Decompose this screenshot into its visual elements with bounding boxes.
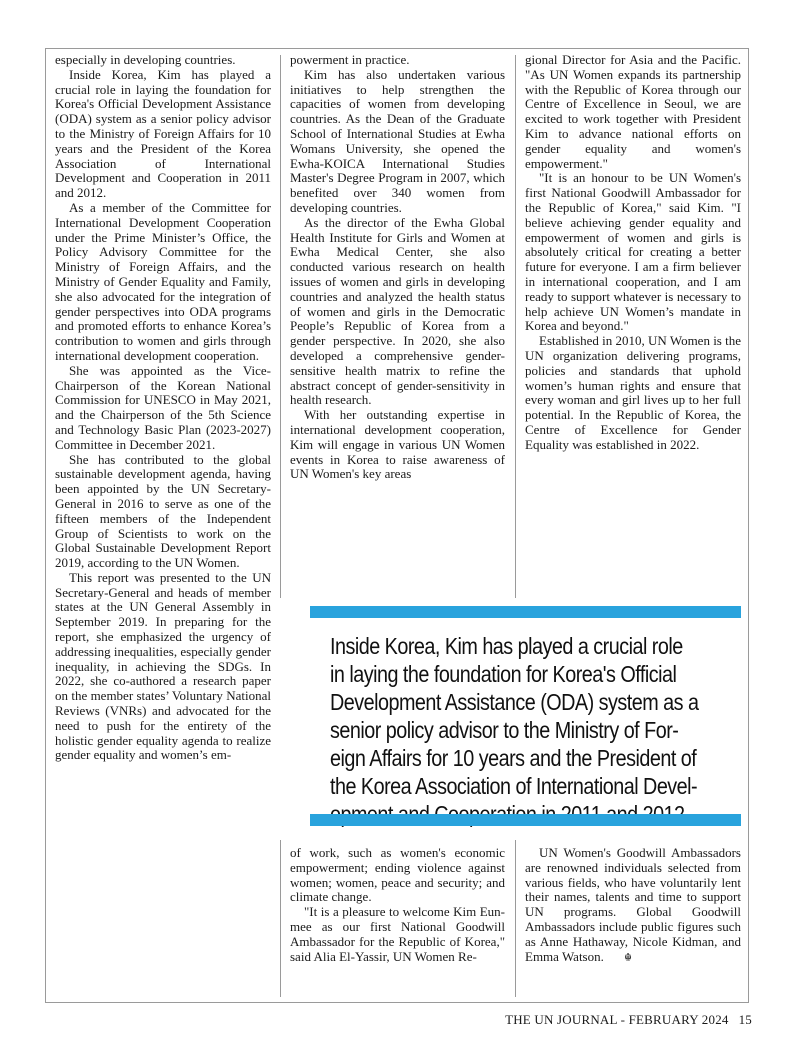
article-column-2 <box>290 53 505 482</box>
paragraph: especially in developing countries. <box>55 52 236 67</box>
paragraph: of work, such as women's economic empowerment; ending violence against women; women, peace and security; and climate change. <box>290 845 505 905</box>
column-rule <box>515 55 516 598</box>
column-rule <box>280 55 281 598</box>
paragraph: This report was presented to the UN Secretary-General and heads of member states at the UN General Assembly in September 2019. In preparing for the report, she emphasized the urgency of addressing inequalities, especially gender inequality, in achieving the SDGs. In 2022, she co-authored a research paper on the member states’ Voluntary National Reviews (VNRs) and advocated for the need to push for the entirety of the holistic gender equality agenda to realize gender equality and women’s em- <box>55 569 271 763</box>
article-column-4 <box>290 846 505 964</box>
pull-quote-bottom-bar <box>310 814 741 826</box>
article-column-3 <box>525 53 741 453</box>
pull-quote-line: eign Affairs for 10 years and the President of <box>330 745 697 771</box>
column-rule <box>515 840 516 997</box>
paragraph: "It is an honour to be UN Women's first National Goodwill Ambassador for the Republic of Korea," said Kim. "I believe achieving gender equality and empowerment of women and girls is absolutely critical for creating a better future for everyone. I am a firm believer in international cooperation, and I am ready to support whatever is necessary to help achieve UN Women’s mandate in Korea and beyond." <box>525 170 741 334</box>
pull-quote <box>330 632 699 828</box>
pull-quote-line: in laying the foundation for Korea's Official <box>330 661 677 687</box>
paragraph: Inside Korea, Kim has played a crucial role in laying the foundation for Korea's Official Development Assistance (ODA) system as a senior policy advisor to the Ministry of Foreign Affairs for 10 years and the President of the Korea Association of International Development and Cooperation in 2011 and 2012. <box>55 66 271 201</box>
pull-quote-line: senior policy advisor to the Ministry of For- <box>330 717 679 743</box>
pull-quote-line: Development Assistance (ODA) system as a <box>330 689 699 715</box>
article-column-1 <box>55 53 271 763</box>
page-number: 15 <box>738 1012 752 1027</box>
journal-name: THE UN JOURNAL - FEBRUARY 2024 <box>505 1012 729 1027</box>
pull-quote-line: the Korea Association of International Devel- <box>330 773 698 799</box>
paragraph: With her outstanding expertise in international development cooperation, Kim will engage in various UN Women events in Korea to raise awareness of UN Women's key areas <box>290 407 505 482</box>
pull-quote-line: Inside Korea, Kim has played a crucial role <box>330 633 683 659</box>
paragraph: gional Director for Asia and the Pacific. "As UN Women expands its partnership with the Republic of Korea through our Centre of Excellence in Seoul, we are excited to work together with President Kim to advance national efforts on gender equality and women's empowerment." <box>525 52 741 171</box>
paragraph: UN Women's Goodwill Ambassadors are renowned individuals selected from various fields, who have voluntarily lent their names, talents and time to support UN programs. Global Goodwill Ambassadors include public figures such as Anne Hathaway, Nicole Kidman, and Emma Watson. ☬ <box>525 845 741 964</box>
paragraph: Established in 2010, UN Women is the UN organization delivering programs, policies and standards that uphold women’s human rights and ensure that every woman and girl lives up to her full potential. In the Republic of Korea, the Centre of Excellence for Gender Equality was established in 2022. <box>525 333 742 452</box>
paragraph: She was appointed as the Vice-Chairperson of the Korean National Commission for UNESCO in May 2021, and the Chairperson of the 5th Science and Technology Basic Plan (2023-2027) Committee in December 2021. <box>55 362 271 452</box>
paragraph: Kim has also undertaken various initiatives to help strengthen the capacities of women from developing countries. As the Dean of the Graduate School of International Studies at Ewha Womans University, she opened the Ewha-KOICA International Studies Master's Degree Program in 2007, which benefited over 340 women from developing countries. <box>290 66 505 215</box>
article-column-5 <box>525 846 741 965</box>
paragraph: She has contributed to the global sustainable development agenda, having been appointed by the UN Secretary-General in 2016 to serve as one of the fifteen members of the Independent Group of Scientists to work on the Global Sustainable Development Report 2019, according to the UN Women. <box>55 451 271 571</box>
paragraph: As the director of the Ewha Global Health Institute for Girls and Women at Ewha Medical Center, she also conducted various research on health issues of women and girls in developing countries and analyzed the health status of women and girls in the Democratic People’s Republic of Korea from a gender perspective. In 2020, she also developed a comprehensive gender-sensitive health matrix to refine the abstract concept of gender-sensitivity in health research. <box>290 214 505 408</box>
page-footer <box>505 1012 752 1028</box>
pull-quote-top-bar <box>310 606 741 618</box>
paragraph: "It is a pleasure to welcome Kim Eun-mee as our first National Goodwill Ambassador for the Republic of Korea," said Alia El-Yassir, UN Women Re- <box>290 904 505 964</box>
column-rule <box>280 840 281 997</box>
paragraph: As a member of the Committee for International Development Cooperation under the Prime Minister’s Office, the Policy Advisory Committee for the Ministry of Foreign Affairs, and the Ministry of Gender Equality and Family, she also advocated for the integration of gender perspectives into ODA programs and promoted efforts to enhance Korea’s contribution to women and girls through international development cooperation. <box>55 199 271 363</box>
paragraph: powerment in practice. <box>290 52 410 67</box>
end-of-article-icon: ☬ <box>624 950 632 964</box>
